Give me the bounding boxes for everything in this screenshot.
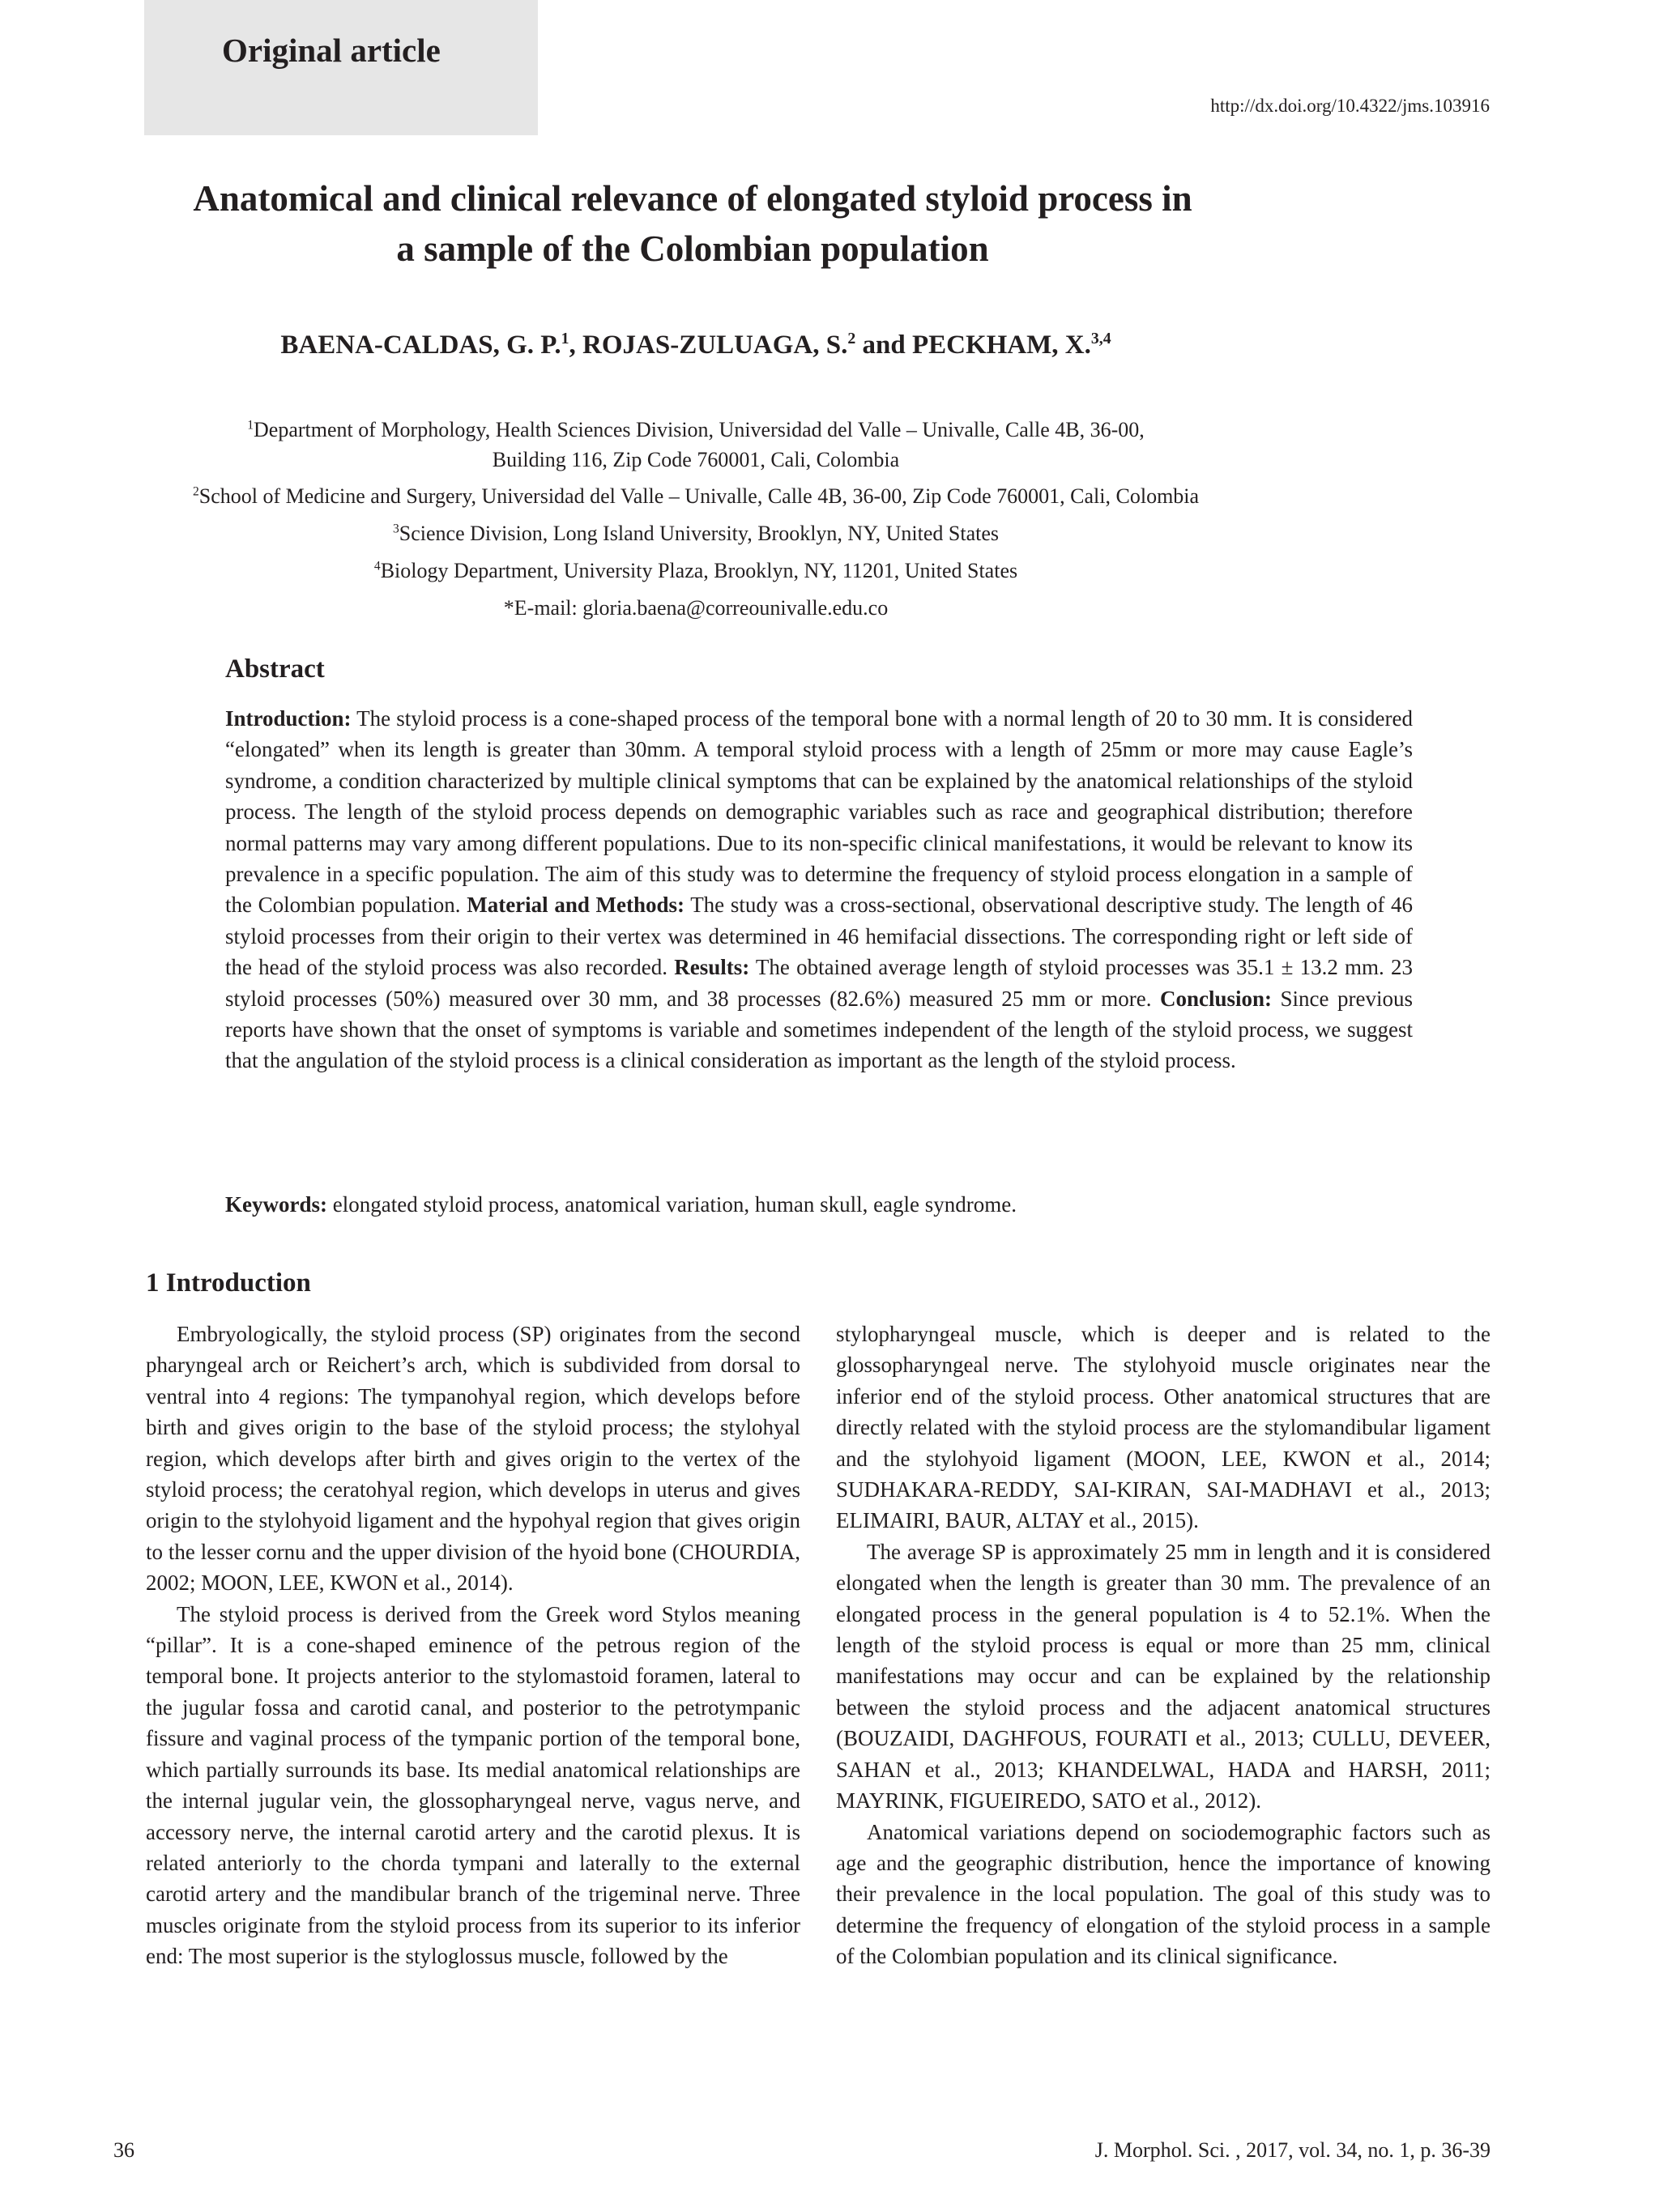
affiliation-text: Building 116, Zip Code 760001, Cali, Colombia — [492, 448, 900, 471]
title-line-1: Anatomical and clinical relevance of elongated styloid process in — [193, 178, 1192, 219]
author-3-affil: 3,4 — [1090, 330, 1111, 347]
abstract-body — [225, 703, 1413, 1076]
paragraph: Anatomical variations depend on sociodemographic factors such as age and the geographic distribution, hence the importance of knowing their prevalence in the local population. The goal of this study was to determine the frequency of elongation of the styloid process in a sample of the Colombian population and its clinical significance. — [836, 1819, 1491, 1969]
affiliation-marker: 1 — [247, 418, 254, 433]
paragraph: stylopharyngeal muscle, which is deeper and is related to the glossopharyngeal nerve. The stylohyoid muscle originates near the inferior end of the styloid process. Other anatomical structures that are directly related with the styloid process are the stylomandibular ligament and the stylohyoid ligament (MOON, LEE, KWON et al., 2014; SUDHAKARA-REDDY, SAI-KIRAN, SAI-MADHAVI et al., 2013; ELIMAIRI, BAUR, ALTAY et al., 2015). — [836, 1322, 1491, 1533]
paragraph: The average SP is approximately 25 mm in length and it is considered elongated when the length is greater than 30 mm. The prevalence of an elongated process in the general population is 4 to 52.1%. When the length of the styloid process is equal or more than 25 mm, clinical manifestations may occur and can be explained by the relationship between the styloid process and the adjacent anatomical structures (BOUZAIDI, DAGHFOUS, FOURATI et al., 2013; CULLU, DEVEER, SAHAN et al., 2013; KHANDELWAL, HADA and HARSH, 2011; MAYRINK, FIGUEIREDO, SATO et al., 2012). — [836, 1539, 1491, 1813]
abstract-results-label: Results: — [674, 955, 750, 980]
doi-link[interactable]: http://dx.doi.org/10.4322/jms.103916 — [1210, 96, 1490, 116]
affiliation-marker: 4 — [373, 559, 381, 573]
affiliation-text: Department of Morphology, Health Sciences Division, Universidad del Valle – Univalle, Calle 4B, 36-00, — [254, 418, 1145, 441]
affiliation-text: School of Medicine and Surgery, Universidad del Valle – Univalle, Calle 4B, 36-00, Zip Code 760001, Cali, Colombia — [198, 484, 1200, 508]
section-tag-box — [144, 0, 538, 135]
journal-reference: J. Morphol. Sci. , 2017, vol. 34, no. 1, p. 36-39 — [1094, 2138, 1491, 2162]
corresponding-email[interactable]: *E-mail: gloria.baena@correounivalle.edu.co — [503, 596, 889, 620]
abstract-intro-label: Introduction: — [225, 706, 352, 731]
author-2: ROJAS-ZULUAGA, S. — [582, 330, 848, 360]
keywords-text: elongated styloid process, anatomical variation, human skull, eagle syndrome. — [326, 1192, 1017, 1217]
affiliation-text: Science Division, Long Island University, Brooklyn, NY, United States — [399, 522, 999, 545]
abstract-methods-text: The study was a cross-sectional, observational descriptive study. The length of 46 styloid processes from their origin to their vertex was determined in 46 hemifacial dissections. The corresponding right or left side of the head of the styloid process was also recorded. — [225, 893, 1414, 980]
affiliation-marker: 3 — [393, 522, 399, 536]
author-3: PECKHAM, X. — [911, 330, 1091, 360]
article-title — [170, 173, 1215, 274]
affiliation-marker: 2 — [192, 484, 199, 499]
section-heading-introduction: 1 Introduction — [146, 1268, 311, 1298]
column-right — [836, 1319, 1491, 1972]
author-separator: , — [569, 330, 583, 360]
abstract-heading: Abstract — [225, 654, 325, 684]
abstract-intro-text: The styloid process is a cone-shaped process of the temporal bone with a normal length of 20 to 30 mm. It is considered “elongated” when its length is greater than 30mm. A temporal styloid process with a length of 25mm or more may cause Eagle’s syndrome, a condition characterized by multiple clinical symptoms that can be explained by the anatomical relationships of the styloid process. The length of the styloid process depends on demographic variables such as race and geographical distribution; therefore normal patterns may vary among different populations. Due to its non-specific clinical manifestations, it would be relevant to know its prevalence in a specific population. The aim of this study was to determine the frequency of styloid process elongation in a sample of the Colombian population. — [225, 706, 1413, 918]
abstract-conclusion-text: Since previous reports have shown that the onset of symptoms is variable and sometimes independent of the length of the styloid process, we suggest that the angulation of the styloid process is a clinical consideration as important as the length of the styloid process. — [225, 986, 1413, 1073]
abstract-results-text: The obtained average length of styloid processes was 35.1 ± 13.2 mm. 23 styloid processes (50%) measured over 30 mm, and 38 processes (82.6%) measured 25 mm or more. — [225, 955, 1413, 1011]
affiliation-1 — [186, 415, 1205, 475]
paragraph: The styloid process is derived from the Greek word Stylos meaning “pillar”. It is a cone-shaped eminence of the petrous region of the temporal bone. It projects anterior to the stylomastoid foramen, lateral to the jugular fossa and carotid canal, and posterior to the petrotympanic fissure and vaginal process of the tympanic portion of the temporal bone, which partially surrounds its base. Its medial anatomical relationships are the internal jugular vein, the glossopharyngeal nerve, vagus nerve, and accessory nerve, the internal carotid artery and the carotid plexus. It is related anteriorly to the chorda tympani and laterally to the external carotid artery and the mandibular branch of the trigeminal nerve. Three muscles originate from the styloid process from its superior to its inferior end: The most superior is the styloglossus muscle, followed by the — [146, 1601, 800, 1969]
affiliation-2 — [186, 481, 1205, 511]
abstract-methods-label: Material and Methods: — [467, 893, 685, 918]
keywords — [225, 1189, 1413, 1220]
author-1-affil: 1 — [561, 330, 569, 347]
affiliation-text: Biology Department, University Plaza, Brooklyn, NY, 11201, United States — [380, 559, 1018, 582]
author-separator: and — [855, 330, 912, 360]
author-2-affil: 2 — [847, 330, 856, 347]
affiliation-3 — [186, 518, 1205, 548]
section-tag: Original article — [222, 32, 441, 69]
author-list — [162, 330, 1230, 360]
affiliation-4 — [186, 556, 1205, 586]
author-1: BAENA-CALDAS, G. P. — [280, 330, 561, 360]
page-number: 36 — [113, 2138, 134, 2162]
keywords-label: Keywords: — [225, 1192, 327, 1217]
paragraph: Embryologically, the styloid process (SP) originates from the second pharyngeal arch or Reichert’s arch, which is subdivided from dorsal to ventral into 4 regions: The tympanohyal region, which develops before birth and gives origin to the base of the styloid process; the stylohyal region, which develops after birth and gives origin to the vertex of the styloid process; the ceratohyal region, which develops in uterus and gives origin to the stylohyoid ligament and the hypohyal region that gives origin to the lesser cornu and the upper division of the hyoid bone (CHOURDIA, 2002; MOON, LEE, KWON et al., 2014). — [146, 1322, 800, 1596]
abstract-conclusion-label: Conclusion: — [1159, 986, 1273, 1011]
column-left — [146, 1319, 800, 1972]
title-line-2: a sample of the Colombian population — [396, 228, 989, 269]
